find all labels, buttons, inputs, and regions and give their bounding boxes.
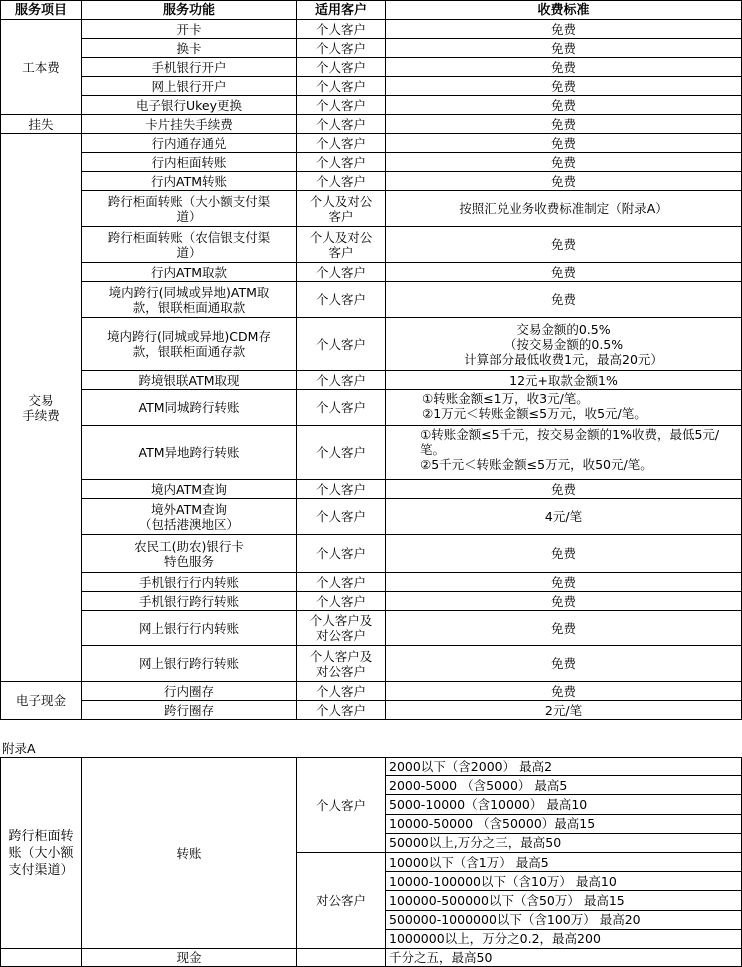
row-applicable-customer: 个人客户及 对公客户	[297, 611, 386, 646]
row-fee-standard: 交易金额的0.5% （按交易金额的0.5% 计算部分最低收费1元，最高20元）	[386, 318, 742, 371]
row-applicable-customer: 个人客户	[297, 282, 386, 318]
header-applicable-customer: 适用客户	[297, 0, 386, 20]
row-service-function: 卡片挂失手续费	[82, 115, 297, 134]
row-fee-standard: 2元/笔	[386, 701, 742, 720]
row-applicable-customer: 个人客户	[297, 20, 386, 39]
row-fee-standard: 免费	[386, 115, 742, 134]
personal-tier: 50000以上,万分之三，最高50	[386, 834, 742, 853]
row-fee-standard: 免费	[386, 134, 742, 153]
appendix-cash-fee: 千分之五，最高50	[386, 949, 742, 967]
row-service-function: 境内ATM查询	[82, 480, 297, 499]
group-report-loss: 挂失	[0, 115, 82, 134]
group-cost-fee: 工本费	[0, 20, 82, 115]
row-applicable-customer: 个人客户	[297, 535, 386, 573]
row-service-function: 行内ATM转账	[82, 172, 297, 191]
row-fee-standard: 免费	[386, 573, 742, 592]
row-applicable-customer: 个人及对公 客户	[297, 191, 386, 227]
row-service-function: 境内跨行(同城或异地)CDM存 款，银联柜面通存款	[82, 318, 297, 371]
row-applicable-customer: 个人客户	[297, 318, 386, 371]
row-fee-standard: 免费	[386, 646, 742, 682]
row-service-function: 行内圈存	[82, 682, 297, 701]
row-service-function: 电子银行Ukey更换	[82, 96, 297, 115]
row-fee-standard: 免费	[386, 172, 742, 191]
row-applicable-customer: 个人客户	[297, 263, 386, 282]
row-applicable-customer: 个人客户	[297, 58, 386, 77]
row-applicable-customer: 个人客户	[297, 701, 386, 720]
appendix-cash-blank	[0, 949, 82, 967]
row-service-function: 网上银行开户	[82, 77, 297, 96]
row-fee-standard: 免费	[386, 96, 742, 115]
group-electronic-cash: 电子现金	[0, 682, 82, 720]
row-applicable-customer: 个人客户	[297, 592, 386, 611]
row-fee-standard: 免费	[386, 39, 742, 58]
row-fee-standard: 免费	[386, 592, 742, 611]
appendix-corporate-label: 对公客户	[297, 853, 386, 949]
row-service-function: ATM异地跨行转账	[82, 426, 297, 480]
row-service-function: 境外ATM查询 （包括港澳地区）	[82, 499, 297, 535]
row-service-function: 行内通存通兑	[82, 134, 297, 153]
row-applicable-customer: 个人客户	[297, 115, 386, 134]
appendix-cash-blank-customer	[297, 949, 386, 967]
row-service-function: 网上银行跨行转账	[82, 646, 297, 682]
row-fee-standard: 免费	[386, 682, 742, 701]
row-service-function: 跨境银联ATM取现	[82, 371, 297, 390]
row-fee-standard: 4元/笔	[386, 499, 742, 535]
row-service-function: 跨行柜面转账（大小额支付渠 道）	[82, 191, 297, 227]
row-service-function: 换卡	[82, 39, 297, 58]
row-fee-standard: 免费	[386, 611, 742, 646]
personal-tier: 2000-5000 （含5000） 最高5	[386, 776, 742, 795]
row-fee-standard: 免费	[386, 20, 742, 39]
row-applicable-customer: 个人客户	[297, 499, 386, 535]
row-applicable-customer: 个人客户	[297, 134, 386, 153]
row-fee-standard: 免费	[386, 227, 742, 263]
row-service-function: 手机银行跨行转账	[82, 592, 297, 611]
corporate-tier: 100000-500000以下（含50万） 最高15	[386, 891, 742, 910]
corporate-tier: 1000000以上，万分之0.2，最高200	[386, 930, 742, 949]
row-fee-standard: 免费	[386, 263, 742, 282]
personal-tier: 5000-10000（含10000） 最高10	[386, 795, 742, 814]
row-fee-standard: 免费	[386, 282, 742, 318]
personal-tier: 2000以下（含2000） 最高2	[386, 757, 742, 776]
row-applicable-customer: 个人客户	[297, 39, 386, 58]
row-applicable-customer: 个人客户	[297, 371, 386, 390]
row-applicable-customer: 个人及对公 客户	[297, 227, 386, 263]
corporate-tier: 10000-100000以下（含10万） 最高10	[386, 872, 742, 891]
row-fee-standard: 免费	[386, 58, 742, 77]
group-transaction-fee: 交易 手续费	[0, 134, 82, 682]
row-fee-standard: 免费	[386, 153, 742, 172]
row-fee-standard: ①转账金额≤1万，收3元/笔。 ②1万元＜转账金额≤5万元，收5元/笔。	[386, 390, 742, 426]
appendix-personal-label: 个人客户	[297, 757, 386, 853]
row-applicable-customer: 个人客户	[297, 172, 386, 191]
row-service-function: 开卡	[82, 20, 297, 39]
row-applicable-customer: 个人客户	[297, 426, 386, 480]
row-applicable-customer: 个人客户及 对公客户	[297, 646, 386, 682]
header-fee-standard: 收费标准	[386, 0, 742, 20]
row-applicable-customer: 个人客户	[297, 682, 386, 701]
row-applicable-customer: 个人客户	[297, 480, 386, 499]
row-service-function: 行内柜面转账	[82, 153, 297, 172]
row-service-function: 农民工(助农)银行卡 特色服务	[82, 535, 297, 573]
row-service-function: 网上银行行内转账	[82, 611, 297, 646]
row-applicable-customer: 个人客户	[297, 573, 386, 592]
appendix-title: 附录A	[2, 740, 36, 756]
row-applicable-customer: 个人客户	[297, 96, 386, 115]
row-applicable-customer: 个人客户	[297, 77, 386, 96]
row-service-function: 手机银行开户	[82, 58, 297, 77]
row-fee-standard: 免费	[386, 480, 742, 499]
row-service-function: ATM同城跨行转账	[82, 390, 297, 426]
row-service-function: 跨行柜面转账（农信银支付渠 道）	[82, 227, 297, 263]
appendix-cash-label: 现金	[82, 949, 297, 967]
row-service-function: 境内跨行(同城或异地)ATM取 款，银联柜面通取款	[82, 282, 297, 318]
row-fee-standard: 免费	[386, 77, 742, 96]
row-service-function: 行内ATM取款	[82, 263, 297, 282]
row-fee-standard: 12元+取款金额1%	[386, 371, 742, 390]
row-fee-standard: ①转账金额≤5千元，按交易金额的1%收费，最低5元/笔。 ②5千元＜转账金额≤5万元，收50元/笔。	[386, 426, 742, 480]
row-service-function: 跨行圈存	[82, 701, 297, 720]
row-applicable-customer: 个人客户	[297, 153, 386, 172]
corporate-tier: 10000以下（含1万） 最高5	[386, 853, 742, 872]
appendix-service-item: 跨行柜面转 账（大小额 支付渠道）	[0, 757, 82, 949]
row-service-function: 手机银行行内转账	[82, 573, 297, 592]
appendix-transfer-label: 转账	[82, 757, 297, 949]
corporate-tier: 500000-1000000以下（含100万） 最高20	[386, 911, 742, 930]
row-fee-standard: 免费	[386, 535, 742, 573]
header-service-item: 服务项目	[0, 0, 82, 20]
row-applicable-customer: 个人客户	[297, 390, 386, 426]
header-service-function: 服务功能	[82, 0, 297, 20]
personal-tier: 10000-50000 （含50000）最高15	[386, 815, 742, 834]
row-fee-standard: 按照汇兑业务收费标准制定（附录A）	[386, 191, 742, 227]
